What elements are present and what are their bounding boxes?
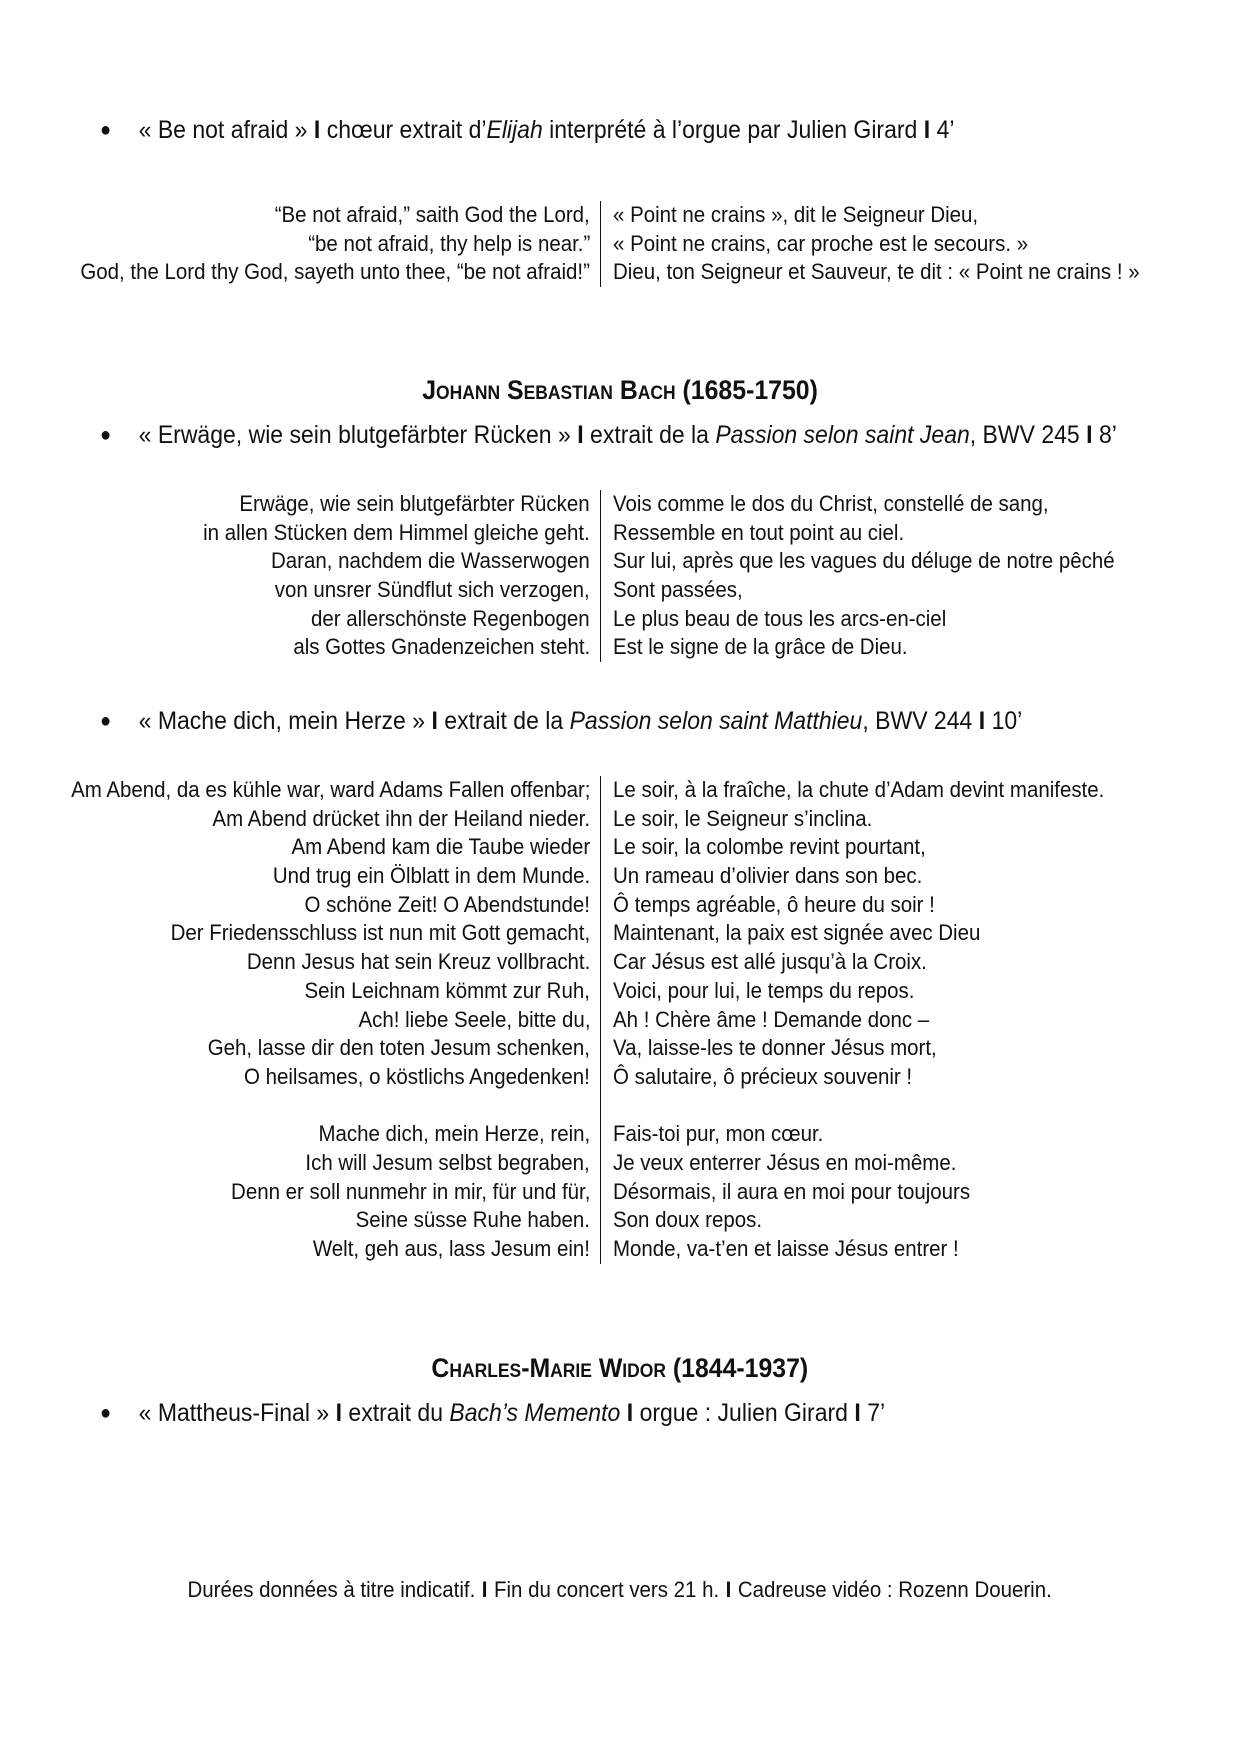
piece-description: , BWV 245: [969, 421, 1080, 449]
lyric-row: [0, 977, 1240, 1006]
piece-title: « Be not afraid »: [138, 116, 308, 144]
lyric-row: [0, 605, 1240, 634]
lyric-original: “Be not afraid,” saith God the Lord,: [274, 202, 590, 227]
bullet-icon: ●: [100, 1402, 112, 1424]
lyric-original: Welt, geh aus, lass Jesum ein!: [312, 1236, 590, 1261]
lyrics-elijah: [0, 201, 1240, 287]
lyric-original: Sein Leichnam kömmt zur Ruh,: [304, 977, 590, 1003]
lyric-translation: « Point ne crains », dit le Seigneur Dieu,: [613, 202, 979, 227]
lyric-original: Denn Jesus hat sein Kreuz vollbracht.: [246, 949, 590, 975]
separator: I: [923, 116, 931, 144]
lyric-original: Denn er soll nunmehr in mir, für und für,: [230, 1178, 590, 1204]
lyric-original: Daran, nachdem die Wasserwogen: [271, 548, 590, 574]
work-title: Passion selon saint Jean: [715, 421, 970, 449]
piece-performer: orgue : Julien Girard: [639, 1399, 848, 1427]
footer-video-credit: Cadreuse vidéo : Rozenn Douerin.: [738, 1577, 1053, 1602]
lyric-translation: Ressemble en tout point au ciel.: [613, 519, 905, 545]
piece-description: interprété à l’orgue par Julien Girard: [542, 116, 918, 144]
lyric-translation: Le soir, la colombe revint pourtant,: [613, 834, 926, 860]
lyric-original: God, the Lord thy God, sayeth unto thee, “be not afraid!”: [80, 259, 590, 285]
lyric-translation: Le plus beau de tous les arcs-en-ciel: [613, 605, 947, 631]
piece-description: extrait de la: [590, 421, 716, 449]
lyric-row: [0, 1006, 1240, 1035]
work-title: Passion selon saint Matthieu: [569, 707, 863, 735]
lyric-row: [0, 258, 1240, 287]
separator: I: [978, 707, 986, 735]
piece-description: extrait du: [348, 1399, 450, 1427]
lyric-translation: Ah ! Chère âme ! Demande donc –: [613, 1006, 930, 1032]
lyric-translation: Sont passées,: [613, 577, 743, 603]
lyric-translation: Le soir, le Seigneur s’inclina.: [613, 805, 873, 831]
lyric-original: in allen Stücken dem Himmel gleiche geht.: [203, 519, 590, 545]
separator: I: [313, 116, 321, 144]
piece-duration: 10’: [991, 707, 1023, 735]
lyric-row: [0, 891, 1240, 920]
program-item-be-not-afraid: [100, 116, 955, 145]
lyric-row: [0, 576, 1240, 605]
lyric-original: Erwäge, wie sein blutgefärbter Rücken: [239, 491, 590, 516]
lyric-translation: Ô temps agréable, ô heure du soir !: [613, 891, 935, 917]
lyric-row: [0, 490, 1240, 519]
separator: I: [577, 421, 584, 449]
composer-heading-bach: Johann Sebastian Bach (1685-1750): [422, 375, 818, 405]
lyric-translation: Son doux repos.: [613, 1207, 763, 1233]
lyric-row: [0, 519, 1240, 548]
lyric-row: [0, 1235, 1240, 1264]
bullet-icon: ●: [100, 424, 112, 446]
piece-duration: 4’: [936, 116, 955, 144]
lyric-original: Ach! liebe Seele, bitte du,: [357, 1006, 590, 1032]
lyric-translation: Va, laisse-les te donner Jésus mort,: [613, 1035, 937, 1061]
lyric-translation: Ô salutaire, ô précieux souvenir !: [613, 1063, 913, 1089]
lyric-original: “be not afraid, thy help is near.”: [307, 230, 590, 256]
footer-end-time: Fin du concert vers 21 h.: [494, 1577, 720, 1602]
piece-duration: 7’: [867, 1399, 886, 1427]
lyric-original: O schöne Zeit! O Abendstunde!: [304, 891, 590, 917]
lyric-original: der allerschönste Regenbogen: [311, 605, 590, 631]
lyric-translation: Est le signe de la grâce de Dieu.: [613, 634, 908, 660]
lyric-original: Und trug ein Ölblatt in dem Munde.: [272, 863, 590, 889]
composer-heading-widor: Charles-Marie Widor (1844-1937): [431, 1353, 809, 1383]
separator: I: [1086, 421, 1093, 449]
lyric-translation: Sur lui, après que les vagues du déluge de notre pêché: [613, 548, 1115, 574]
lyric-row: [0, 633, 1240, 662]
footer-durations: Durées données à titre indicatif.: [187, 1577, 476, 1602]
bullet-icon: ●: [100, 710, 112, 732]
lyric-row: [0, 201, 1240, 230]
lyric-translation: Un rameau d’olivier dans son bec.: [613, 863, 923, 889]
work-title: Bach’s Memento: [449, 1399, 621, 1427]
lyric-original: als Gottes Gnadenzeichen steht.: [293, 634, 590, 660]
lyric-original: Seine süsse Ruhe haben.: [355, 1207, 590, 1233]
separator: I: [726, 1577, 732, 1602]
lyric-row: [0, 547, 1240, 576]
separator: I: [626, 1399, 634, 1427]
separator: I: [482, 1577, 488, 1602]
lyric-row: [0, 919, 1240, 948]
lyric-row: [0, 230, 1240, 259]
lyric-translation: Maintenant, la paix est signée avec Dieu: [613, 920, 981, 946]
piece-description: extrait de la: [444, 707, 570, 735]
piece-title: « Erwäge, wie sein blutgefärbter Rücken »: [138, 421, 571, 449]
lyric-row: [0, 1063, 1240, 1092]
lyric-row: [0, 1120, 1240, 1149]
lyric-row: [0, 776, 1240, 805]
piece-description: , BWV 244: [862, 707, 973, 735]
program-item-mattheus-final: [100, 1399, 885, 1428]
bullet-icon: ●: [100, 119, 112, 141]
lyric-row: [0, 1149, 1240, 1178]
separator: I: [854, 1399, 861, 1427]
program-item-mache-dich: [100, 707, 1022, 736]
lyric-translation: Vois comme le dos du Christ, constellé de sang,: [613, 491, 1049, 516]
lyric-original: Mache dich, mein Herze, rein,: [318, 1121, 590, 1147]
lyric-translation: Car Jésus est allé jusqu’à la Croix.: [613, 949, 927, 975]
lyric-translation: « Point ne crains, car proche est le secours. »: [613, 230, 1029, 256]
lyric-translation: Monde, va-t’en et laisse Jésus entrer !: [613, 1236, 959, 1261]
separator: I: [335, 1399, 342, 1427]
piece-title: « Mattheus-Final »: [138, 1399, 330, 1427]
lyrics-matthaeus: [0, 776, 1240, 1264]
lyric-row: [0, 833, 1240, 862]
lyric-original: Am Abend, da es kühle war, ward Adams Fallen offenbar;: [70, 777, 590, 802]
piece-title: « Mache dich, mein Herze »: [138, 707, 426, 735]
program-item-erwaege: [100, 421, 1117, 450]
lyric-translation: Je veux enterrer Jésus en moi-même.: [613, 1149, 957, 1175]
lyric-original: O heilsames, o köstlichs Angedenken!: [244, 1063, 590, 1089]
lyric-original: Ich will Jesum selbst begraben,: [305, 1149, 590, 1175]
piece-description: chœur extrait d’: [326, 116, 487, 144]
lyric-original: Am Abend drücket ihn der Heiland nieder.: [212, 805, 590, 831]
lyric-translation: Fais-toi pur, mon cœur.: [613, 1121, 824, 1147]
lyric-translation: Dieu, ton Seigneur et Sauveur, te dit : « Point ne crains ! »: [613, 259, 1140, 285]
lyric-row: [0, 1034, 1240, 1063]
lyric-translation: Le soir, à la fraîche, la chute d’Adam devint manifeste.: [613, 777, 1105, 802]
stanza-gap: [0, 1092, 1240, 1121]
lyric-translation: Désormais, il aura en moi pour toujours: [613, 1178, 971, 1204]
lyric-original: Geh, lasse dir den toten Jesum schenken,: [207, 1035, 590, 1061]
lyric-translation: Voici, pour lui, le temps du repos.: [613, 977, 915, 1003]
piece-duration: 8’: [1098, 421, 1117, 449]
lyric-row: [0, 805, 1240, 834]
separator: I: [431, 707, 438, 735]
work-title: Elijah: [486, 116, 543, 144]
lyric-original: von unsrer Sündflut sich verzogen,: [274, 577, 590, 603]
footer-note: [0, 1577, 1240, 1603]
lyric-row: [0, 1178, 1240, 1207]
lyric-row: [0, 948, 1240, 977]
lyric-original: Am Abend kam die Taube wieder: [291, 834, 590, 860]
lyrics-johannes: [0, 490, 1240, 662]
lyric-original: Der Friedensschluss ist nun mit Gott gemacht,: [170, 920, 590, 946]
lyric-row: [0, 1206, 1240, 1235]
lyric-row: [0, 862, 1240, 891]
